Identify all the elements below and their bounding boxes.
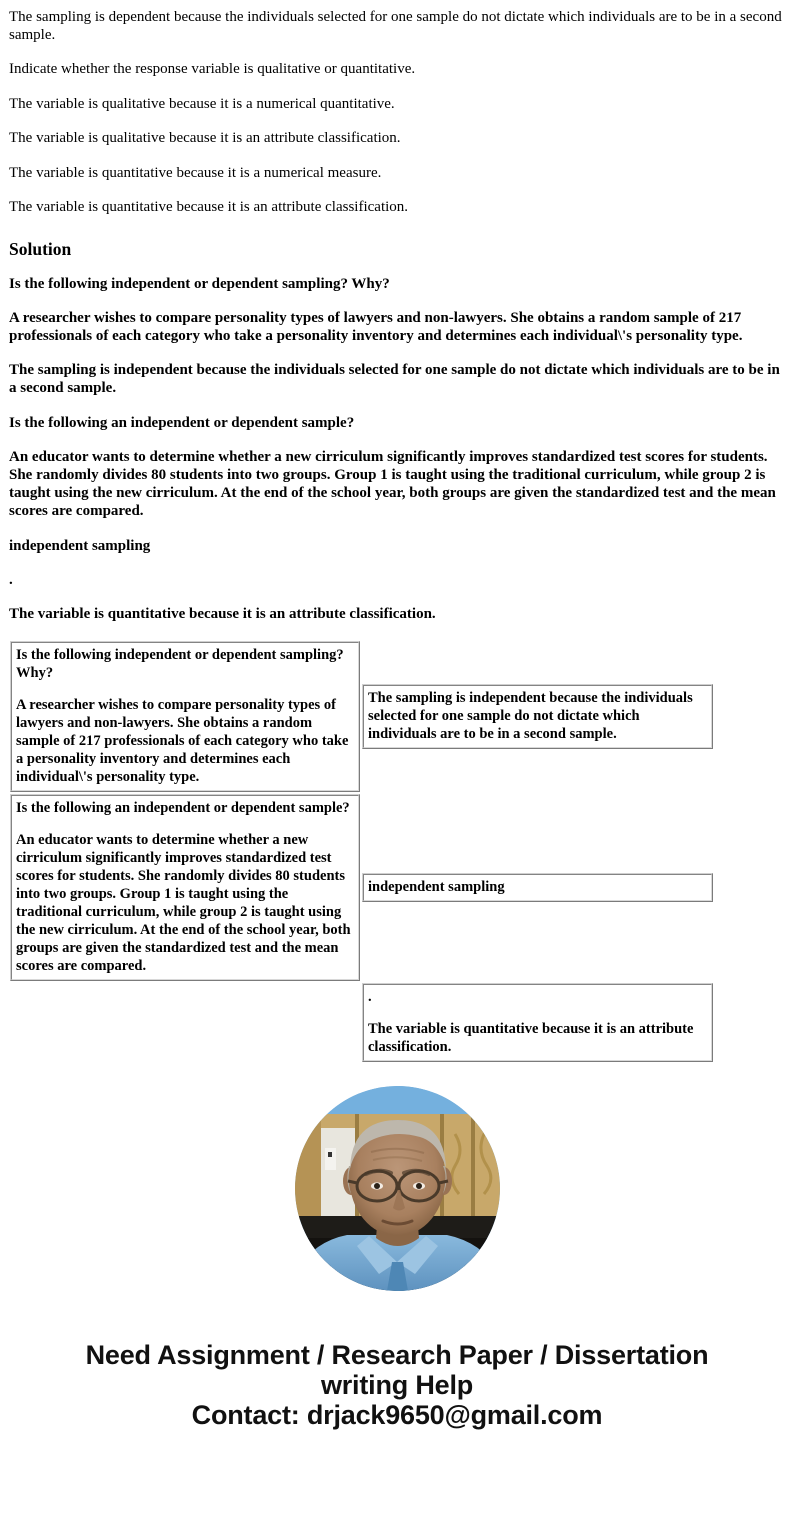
question-body: An educator wants to determine whether a new cirriculum significantly improves standardized test scores for students. She randomly divides 80 students into two groups. Group 1 is taught using the traditional curriculum, while group 2 is taught using the new cirriculum. At the end of the school year, both groups are given the standardized test and the mean scores are compared.: [16, 832, 351, 975]
intro-paragraph-5: The variable is quantitative because it is a numerical measure.: [9, 164, 382, 181]
answer-cell: [362, 983, 713, 1062]
question-cell: [10, 794, 360, 981]
footer-contact: [0, 1340, 794, 1430]
solution-paragraph-2: A researcher wishes to compare personality types of lawyers and non-lawyers. She obtains a random sample of 217 professionals of each category who take a personality inventory and determines each individual\'s personality type.: [9, 309, 743, 344]
intro-paragraph-6: The variable is quantitative because it is an attribute classification.: [9, 199, 409, 215]
solution-paragraph-3: The sampling is independent because the individuals selected for one sample do not dictate which individuals are to be in a second sample.: [9, 362, 780, 397]
intro-paragraph-4: The variable is qualitative because it is an attribute classification.: [9, 130, 401, 146]
solution-paragraph-1: Is the following independent or dependent sampling? Why?: [9, 275, 390, 292]
portrait-photo-icon: [295, 1086, 500, 1291]
intro-paragraph-3: The variable is qualitative because it is a numerical quantitative.: [9, 95, 395, 112]
answer-cell: [362, 641, 713, 792]
intro-paragraph-2: Indicate whether the response variable is qualitative or quantitative.: [9, 61, 416, 77]
solution-heading: Solution: [9, 238, 72, 259]
question-cell-empty: [10, 983, 360, 1062]
question-title: Is the following an independent or dependent sample?: [16, 800, 350, 817]
solution-paragraph-7: .: [9, 571, 13, 588]
solution-paragraph-5: An educator wants to determine whether a new cirriculum significantly improves standardized test scores for students. She randomly divides 80 students into two groups. Group 1 is taught using the traditional curriculum, while group 2 is taught using the new cirriculum. At the end of the school year, both groups are given the standardized test and the mean scores are compared.: [9, 448, 776, 520]
qa-table: [8, 639, 715, 1064]
avatar: [295, 1086, 500, 1291]
answer-body: independent sampling: [368, 879, 505, 896]
question-cell: [10, 641, 360, 792]
intro-paragraph-1: The sampling is dependent because the individuals selected for one sample do not dictate which individuals are to be in a second sample.: [9, 9, 782, 43]
footer-line-3: Contact: drjack9650@gmail.com: [191, 1400, 603, 1431]
answer-lead: .: [368, 989, 372, 1006]
table-row: [10, 983, 713, 1062]
footer-line-2: writing Help: [320, 1370, 474, 1401]
footer-line-1: Need Assignment / Research Paper / Dissertation: [85, 1340, 709, 1371]
solution-paragraph-8: The variable is quantitative because it is an attribute classification.: [9, 605, 436, 622]
answer-body: The variable is quantitative because it is an attribute classification.: [368, 1021, 694, 1056]
question-body: A researcher wishes to compare personality types of lawyers and non-lawyers. She obtains a random sample of 217 professionals of each category who take a personality inventory and determines each individual\'s personality type.: [16, 697, 349, 786]
answer-cell: [362, 794, 713, 981]
question-title: Is the following independent or dependent sampling? Why?: [16, 647, 344, 682]
table-row: [10, 794, 713, 981]
table-row: [10, 641, 713, 792]
answer-body: The sampling is independent because the individuals selected for one sample do not dictate which individuals are to be in a second sample.: [368, 690, 693, 743]
avatar-container: [0, 1086, 794, 1296]
solution-paragraph-4: Is the following an independent or dependent sample?: [9, 414, 355, 431]
solution-paragraph-6: independent sampling: [9, 537, 151, 554]
document-body: [0, 0, 794, 623]
